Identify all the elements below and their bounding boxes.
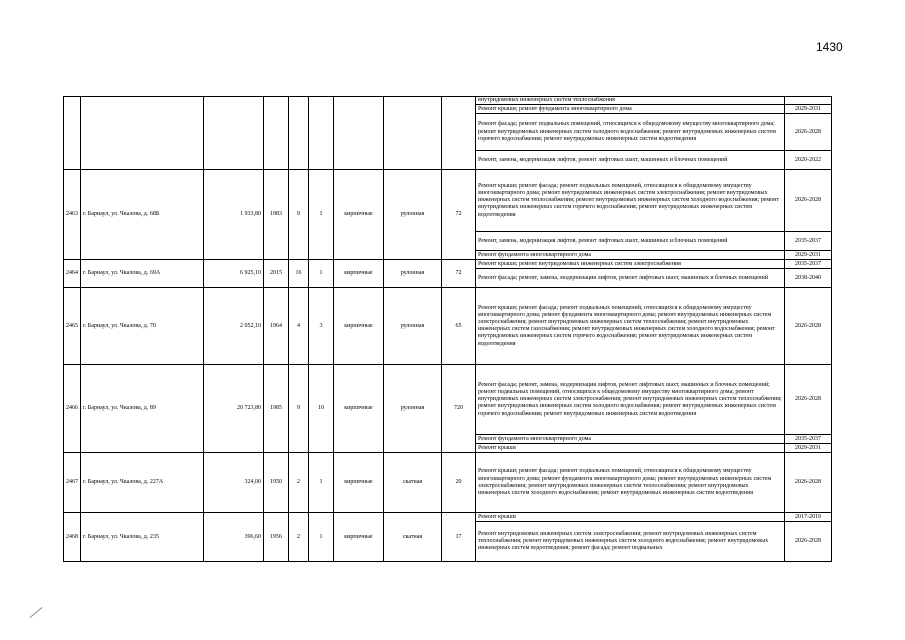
period-cell: 2017-2019 xyxy=(785,513,832,522)
floors-cell: 2 xyxy=(289,453,309,513)
year-cell: 1950 xyxy=(264,453,289,513)
year-cell: 2015 xyxy=(264,260,289,288)
roof-cell: скатная xyxy=(384,453,442,513)
period-cell: 2035-2037 xyxy=(785,232,832,251)
year-cell: 1956 xyxy=(264,513,289,562)
wall-cell: кирпичные xyxy=(334,513,384,562)
work-cell: Ремонт крыши; ремонт фасада; ремонт подвальных помещений, относящихся к общедомовому имуществу многоквартирного дома; ремонт внутридомовых инженерных систем электроснабжения; ремонт внутридомовых инженерных систем теплоснабжения; ремонт внутридомовых инженерных систем холодного водоснабжения; ремонт внутридомовых инженерных систем горячего водоснабжения; ремонт внутридомовых инженерных систем водоотведения xyxy=(476,170,785,232)
work-cell: Ремонт фасада; ремонт подвальных помещений, относящихся к общедомовому имуществу многоквартирного дома; ремонт внутридомовых инженерных систем холодного водоснабжения; ремонт внутридомовых инженерных систем горячего водоснабжения; ремонт внутридомовых инженерных систем водоотведения xyxy=(476,114,785,151)
apartments-cell xyxy=(442,97,476,170)
period-cell: 2026-2028 xyxy=(785,453,832,513)
wall-cell: кирпичные xyxy=(334,453,384,513)
address-cell: г. Барнаул, ул. Чкалова, д. 89 xyxy=(81,365,204,453)
period-cell: 2026-2028 xyxy=(785,114,832,151)
table-row xyxy=(64,453,832,513)
work-cell: Ремонт, замена, модернизация лифтов, ремонт лифтовых шахт, машинных и блочных помещений xyxy=(476,151,785,170)
roof-cell: рулонная xyxy=(384,365,442,453)
entrances-cell: 1 xyxy=(309,260,334,288)
work-cell: Ремонт крыши; ремонт внутридомовых инженерных систем электроснабжения xyxy=(476,260,785,269)
address-cell: г. Барнаул, ул. Чкалова, д. 69А xyxy=(81,260,204,288)
num-cell: 2468 xyxy=(64,513,81,562)
year-cell: 1985 xyxy=(264,365,289,453)
entrances-cell xyxy=(309,97,334,170)
work-cell: Ремонт фасада; ремонт, замена, модернизация лифтов, ремонт лифтовых шахт, машинных и блочных помещений; ремонт подвальных помещений, относящихся к общедомовому имуществу многоквартирного дома; ремонт внутридомовых инженерных систем электроснабжения; ремонт внутридомовых инженерных систем теплоснабжения; ремонт внутридомовых инженерных систем холодного водоснабжения; ремонт внутридомовых инженерных систем горячего водоснабжения; ремонт внутридомовых инженерных систем водоотведения xyxy=(476,365,785,435)
period-cell: 2026-2028 xyxy=(785,522,832,562)
period-cell: 2026-2028 xyxy=(785,170,832,232)
period-cell: 2029-2031 xyxy=(785,251,832,260)
work-cell: Ремонт фундамента многоквартирного дома xyxy=(476,251,785,260)
area-cell: 2 052,10 xyxy=(204,288,264,365)
work-cell: внутридомовых инженерных систем теплоснабжения xyxy=(476,97,785,105)
year-cell: 1983 xyxy=(264,170,289,260)
address-cell xyxy=(81,97,204,170)
work-cell: Ремонт крыши; ремонт фасада; ремонт подвальных помещений, относящихся к общедомовому имуществу многоквартирного дома; ремонт фундамента многоквартирного дома; ремонт внутридомовых инженерных систем электроснабжения; ремонт внутридомовых инженерных систем теплоснабжения; ремонт внутридомовых инженерных систем холодного водоснабжения; ремонт внутридомовых инженерных систем водоотведения xyxy=(476,453,785,513)
address-cell: г. Барнаул, ул. Чкалова, д. 235 xyxy=(81,513,204,562)
apartments-cell: 72 xyxy=(442,260,476,288)
work-cell: Ремонт крыши xyxy=(476,444,785,453)
address-cell: г. Барнаул, ул. Чкалова, д. 68Б xyxy=(81,170,204,260)
num-cell: 2464 xyxy=(64,260,81,288)
area-cell: 20 723,80 xyxy=(204,365,264,453)
roof-cell: рулонная xyxy=(384,288,442,365)
page-number: 1430 xyxy=(816,40,843,54)
floors-cell: 9 xyxy=(289,170,309,260)
table-row xyxy=(64,260,832,269)
area-cell: 1 933,80 xyxy=(204,170,264,260)
work-cell: Ремонт фасада; ремонт, замена, модернизация лифтов, ремонт лифтовых шахт, машинных и блочных помещений xyxy=(476,269,785,288)
table-row xyxy=(64,170,832,232)
period-cell: 2029-2031 xyxy=(785,444,832,453)
wall-cell xyxy=(334,97,384,170)
period-cell: 2020-2022 xyxy=(785,151,832,170)
table-row xyxy=(64,513,832,522)
repair-schedule-table xyxy=(63,96,832,562)
address-cell: г. Барнаул, ул. Чкалова, д. 70 xyxy=(81,288,204,365)
year-cell xyxy=(264,97,289,170)
period-cell: 2026-2028 xyxy=(785,288,832,365)
area-cell: 6 925,10 xyxy=(204,260,264,288)
entrances-cell: 10 xyxy=(309,365,334,453)
num-cell: 2466 xyxy=(64,365,81,453)
wall-cell: кирпичные xyxy=(334,365,384,453)
entrances-cell: 1 xyxy=(309,513,334,562)
floors-cell: 4 xyxy=(289,288,309,365)
table-row xyxy=(64,97,832,105)
apartments-cell: 20 xyxy=(442,453,476,513)
work-cell: Ремонт внутридомовых инженерных систем электроснабжения; ремонт внутридомовых инженерных систем теплоснабжения; ремонт внутридомовых инженерных систем холодного водоснабжения; ремонт внутридомовых инженерных систем водоотведения; ремонт фасада; ремонт подвальных xyxy=(476,522,785,562)
num-cell: 2463 xyxy=(64,170,81,260)
work-cell: Ремонт крыши; ремонт фасада; ремонт подвальных помещений, относящихся к общедомовому имуществу многоквартирного дома; ремонт фундамента многоквартирного дома; ремонт внутридомовых инженерных систем электроснабжения; ремонт внутридомовых инженерных систем теплоснабжения; ремонт внутридомовых инженерных систем газоснабжения; ремонт внутридомовых инженерных систем холодного водоснабжения; ремонт внутридомовых инженерных систем горячего водоснабжения; ремонт внутридомовых инженерных систем водоотведения xyxy=(476,288,785,365)
entrances-cell: 1 xyxy=(309,453,334,513)
wall-cell: кирпичные xyxy=(334,260,384,288)
area-cell: 324,00 xyxy=(204,453,264,513)
apartments-cell: 17 xyxy=(442,513,476,562)
roof-cell: рулонная xyxy=(384,260,442,288)
work-cell: Ремонт крыши xyxy=(476,513,785,522)
num-cell: 2465 xyxy=(64,288,81,365)
period-cell: 2035-2037 xyxy=(785,260,832,269)
apartments-cell: 65 xyxy=(442,288,476,365)
num-cell: 2467 xyxy=(64,453,81,513)
period-cell: 2035-2037 xyxy=(785,435,832,444)
num-cell xyxy=(64,97,81,170)
table-body xyxy=(64,97,832,562)
wall-cell: кирпичные xyxy=(334,170,384,260)
scan-mark xyxy=(30,607,43,618)
entrances-cell: 3 xyxy=(309,288,334,365)
floors-cell: 2 xyxy=(289,513,309,562)
floors-cell xyxy=(289,97,309,170)
work-cell: Ремонт, замена, модернизация лифтов, ремонт лифтовых шахт, машинных и блочных помещений xyxy=(476,232,785,251)
work-cell: Ремонт крыши; ремонт фундамента многоквартирного дома xyxy=(476,105,785,114)
apartments-cell: 72 xyxy=(442,170,476,260)
period-cell xyxy=(785,97,832,105)
period-cell: 2029-2031 xyxy=(785,105,832,114)
floors-cell: 16 xyxy=(289,260,309,288)
apartments-cell: 720 xyxy=(442,365,476,453)
roof-cell: рулонная xyxy=(384,170,442,260)
area-cell: 396,60 xyxy=(204,513,264,562)
period-cell: 2026-2028 xyxy=(785,365,832,435)
table-row xyxy=(64,365,832,435)
year-cell: 1964 xyxy=(264,288,289,365)
period-cell: 2038-2040 xyxy=(785,269,832,288)
roof-cell: скатная xyxy=(384,513,442,562)
wall-cell: кирпичные xyxy=(334,288,384,365)
floors-cell: 9 xyxy=(289,365,309,453)
work-cell: Ремонт фундамента многоквартирного дома xyxy=(476,435,785,444)
area-cell xyxy=(204,97,264,170)
entrances-cell: 1 xyxy=(309,170,334,260)
address-cell: г. Барнаул, ул. Чкалова, д. 227А xyxy=(81,453,204,513)
table-row xyxy=(64,288,832,365)
roof-cell xyxy=(384,97,442,170)
